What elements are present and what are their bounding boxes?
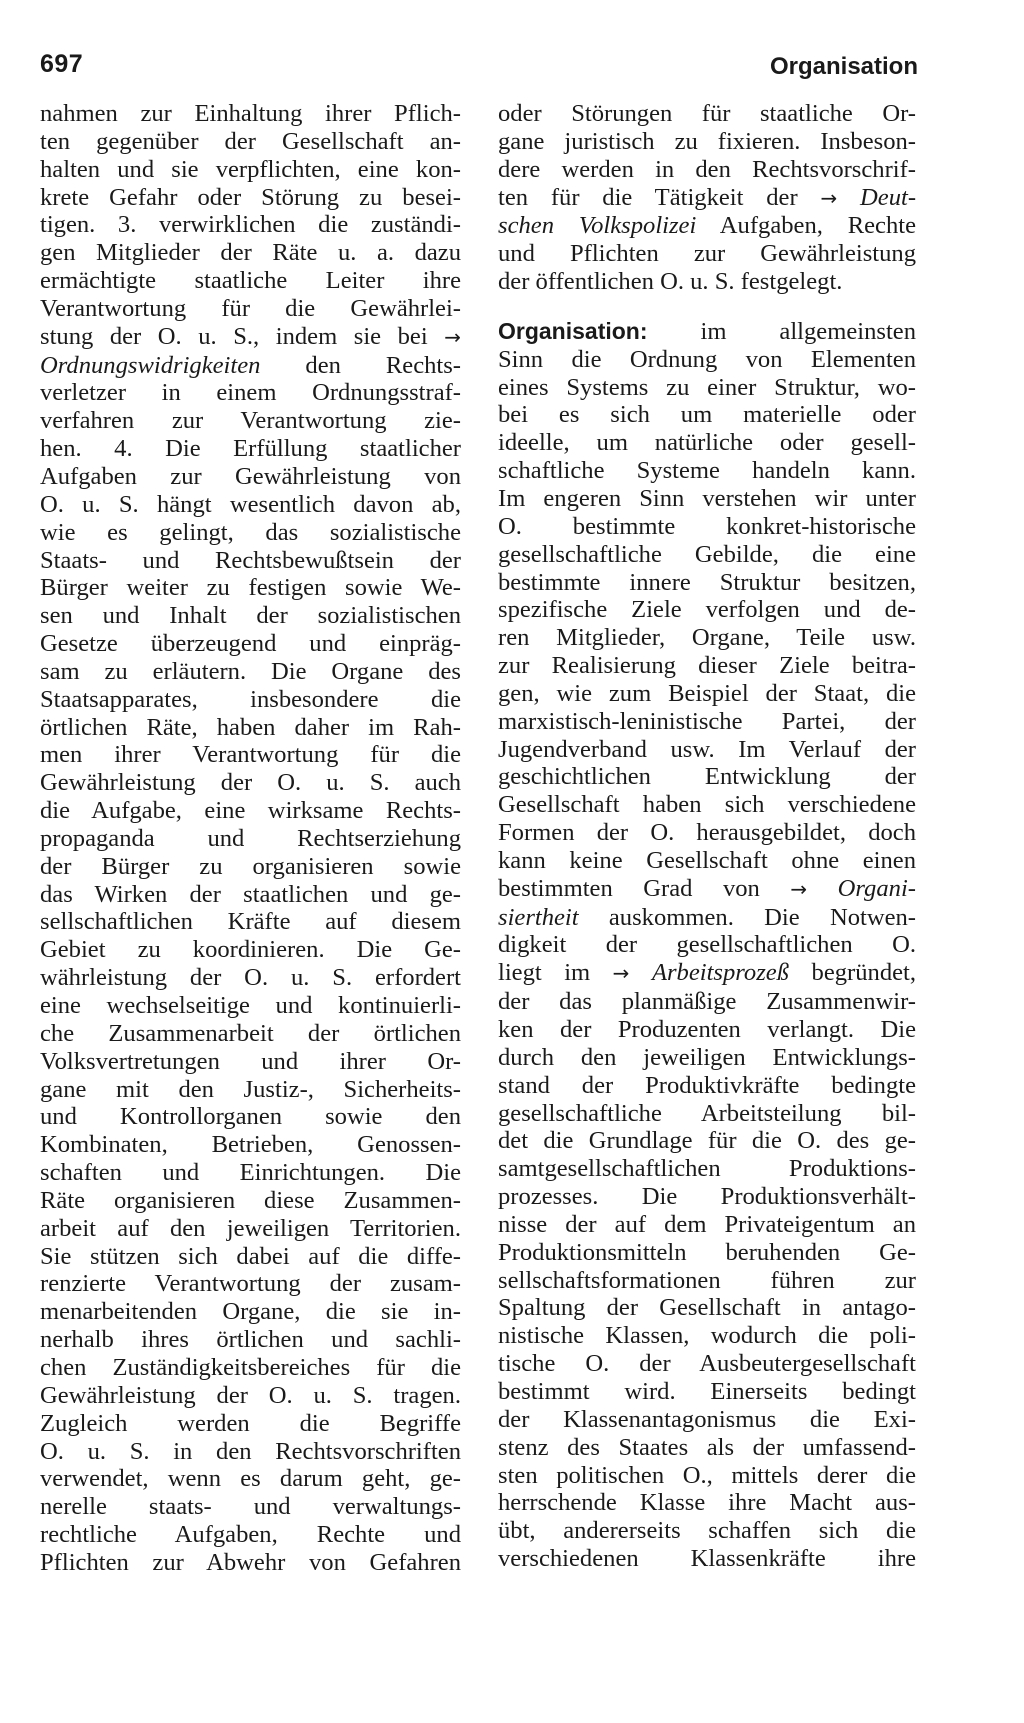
text-line: eine wechselseitige und kontinuierli-: [40, 992, 461, 1019]
text-line: verschiedenen Klassenkräfte ihre: [498, 1545, 916, 1573]
text-line: schaften und Einrichtungen. Die: [40, 1159, 461, 1187]
text-line: [498, 184, 916, 213]
text-line: Gesellschaft haben sich verschiedene: [498, 791, 916, 819]
text-line: sam zu erläutern. Die Organe des: [40, 657, 461, 685]
text-line: che Zusammenarbeit der örtlichen: [40, 1019, 461, 1047]
text-line: wie es gelingt, das sozialistische: [40, 518, 461, 546]
left-column: [40, 100, 461, 1577]
text-line: verwendet, wenn es darum geht, ge-: [40, 1465, 461, 1493]
cross-reference-arrow-icon: →: [612, 961, 630, 986]
text-line: halten und sie verpflichten, eine kon-: [40, 155, 461, 183]
text-line: gane mit den Justiz-, Sicherheits-: [40, 1075, 461, 1103]
right-column: [498, 100, 916, 1573]
text-line: sten politischen O., mittels derer die: [498, 1461, 916, 1489]
text-line: gen, wie zum Beispiel der Staat, die: [498, 679, 916, 707]
text-line: tische O. der Ausbeutergesellschaft: [498, 1350, 916, 1378]
text-line: sen und Inhalt der sozialistischen: [40, 602, 461, 630]
text-line: durch den jeweiligen Entwicklungs-: [498, 1043, 916, 1071]
text-line: ren Mitglieder, Organe, Teile usw.: [498, 624, 916, 652]
text-line: prozesses. Die Produktionsverhält-: [498, 1183, 916, 1211]
text-line: verfahren zur Verantwortung zie-: [40, 407, 461, 435]
cross-reference-link[interactable]: schen Volkspolizei: [498, 212, 697, 240]
text-line: oder Störungen für staatliche Or-: [498, 100, 916, 127]
text-line: übt, andererseits schaffen sich die: [498, 1517, 916, 1545]
text-line: Sie stützen sich dabei auf die diffe-: [40, 1242, 461, 1270]
text-line: bei es sich um materielle oder: [498, 401, 916, 429]
text-line: chen Zuständigkeitsbereiches für die: [40, 1353, 461, 1381]
text-line: O. u. S. hängt wesentlich davon ab,: [40, 490, 461, 518]
text-line: Staatsapparates, insbesondere die: [40, 685, 461, 713]
text-line: Bürger weiter zu festigen sowie We-: [40, 574, 461, 602]
text-line: nistische Klassen, wodurch die poli-: [498, 1322, 916, 1350]
text-line: Verantwortung für die Gewährlei-: [40, 294, 461, 322]
text-line: Staats- und Rechtsbewußtsein der: [40, 546, 461, 574]
text-fragment: Aufgaben, Rechte: [696, 212, 916, 240]
text-fragment: im allgemeinsten: [700, 317, 916, 345]
text-line: sellschaftlichen Kräfte auf diesem: [40, 908, 461, 936]
text-line: nerhalb ihres örtlichen und sachli-: [40, 1326, 461, 1354]
text-fragment: ten für die Tätigkeit der: [498, 183, 798, 211]
text-line: der Bürger zu organisieren sowie: [40, 852, 461, 880]
text-line: gesellschaftliche Gebilde, die eine: [498, 540, 916, 568]
text-line: herrschende Klasse ihre Macht aus-: [498, 1489, 916, 1517]
running-head: Organisation: [769, 53, 918, 80]
text-fragment: liegt im: [498, 959, 591, 987]
text-line: Gebiet zu koordinieren. Die Ge-: [40, 936, 461, 964]
text-line: zur Realisierung dieser Ziele beitra-: [498, 652, 916, 680]
text-line: Formen der O. herausgebildet, doch: [498, 819, 916, 847]
text-line: und Kontrollorganen sowie den: [40, 1103, 461, 1131]
entry-separator: [498, 296, 916, 318]
text-line: [40, 352, 461, 380]
cross-reference-arrow-icon: →: [820, 185, 838, 210]
text-line: Räte organisieren diese Zusammen-: [40, 1186, 461, 1214]
text-line: schaftliche Systeme handeln kann.: [498, 457, 916, 485]
cross-reference-link[interactable]: Ordnungswidrigkeiten: [40, 351, 261, 379]
text-fragment: den Rechts-: [260, 351, 461, 379]
text-line: bestimmt wird. Einerseits bedingt: [498, 1377, 916, 1405]
text-line: O. bestimmte konkret-historische: [498, 512, 916, 540]
text-line: [498, 904, 916, 932]
text-line: O. u. S. in den Rechtsvorschriften: [40, 1437, 461, 1465]
text-line: ideelle, um natürliche oder gesell-: [498, 429, 916, 457]
text-line: Jugendverband usw. Im Verlauf der: [498, 735, 916, 763]
text-line: det die Grundlage für die O. des ge-: [498, 1127, 916, 1155]
text-fragment: auskommen. Die Notwen-: [578, 903, 916, 931]
text-line: rechtliche Aufgaben, Rechte und: [40, 1521, 461, 1549]
text-line: örtlichen Räte, haben daher im Rah-: [40, 713, 461, 741]
text-line: die Aufgabe, eine wirksame Rechts-: [40, 797, 461, 825]
text-line: der das planmäßige Zusammenwir-: [498, 988, 916, 1016]
text-line: ermächtigte staatliche Leiter ihre: [40, 267, 461, 295]
text-line: [498, 212, 916, 240]
text-line: Volksvertretungen und ihrer Or-: [40, 1047, 461, 1075]
text-line: bestimmte innere Struktur besitzen,: [498, 568, 916, 596]
entry-keyword: Organisation:: [498, 317, 648, 344]
text-line: samtgesellschaftlichen Produktions-: [498, 1155, 916, 1183]
text-line: ken der Produzenten verlangt. Die: [498, 1016, 916, 1043]
text-line: der Klassenantagonismus die Exi-: [498, 1405, 916, 1433]
text-line: men ihrer Verantwortung für die: [40, 741, 461, 769]
cross-reference-link[interactable]: Deut-: [860, 183, 917, 211]
entry-heading-line: [498, 318, 916, 346]
text-line: Gewährleistung der O. u. S. auch: [40, 769, 461, 797]
text-line: renzierte Verantwortung der zusam-: [40, 1270, 461, 1298]
text-line: Pflichten zur Abwehr von Gefahren: [40, 1548, 461, 1576]
cross-reference-arrow-icon: →: [790, 876, 808, 901]
text-line: Zugleich werden die Begriffe: [40, 1409, 461, 1437]
text-line: Sinn die Ordnung von Elementen: [498, 345, 916, 373]
text-line: gen Mitglieder der Räte u. a. dazu: [40, 239, 461, 267]
text-line: Gewährleistung der O. u. S. tragen.: [40, 1381, 461, 1409]
text-fragment: begründet,: [789, 959, 917, 987]
text-line: eines Systems zu einer Struktur, wo-: [498, 373, 916, 401]
text-line: sellschaftsformationen führen zur: [498, 1266, 916, 1294]
text-fragment: bestimmten Grad von: [498, 874, 760, 902]
text-line: Im engeren Sinn verstehen wir unter: [498, 484, 916, 512]
text-line: währleistung der O. u. S. erfordert: [40, 964, 461, 992]
text-line: und Pflichten zur Gewährleistung: [498, 240, 916, 268]
text-line: [40, 323, 461, 352]
text-line: nisse der auf dem Privateigentum an: [498, 1210, 916, 1238]
text-line: gane juristisch zu fixieren. Insbeson-: [498, 127, 916, 155]
text-line: tigen. 3. verwirklichen die zuständi-: [40, 211, 461, 239]
text-line: digkeit der gesellschaftlichen O.: [498, 931, 916, 959]
text-line: Kombinaten, Betrieben, Genossen-: [40, 1131, 461, 1159]
text-line: Aufgaben zur Gewährleistung von: [40, 462, 461, 490]
text-line: Gesetze überzeugend und einpräg-: [40, 630, 461, 658]
text-line: ten gegenüber der Gesellschaft an-: [40, 127, 461, 155]
cross-reference-arrow-icon: →: [444, 324, 461, 349]
text-line: Spaltung der Gesellschaft in antago-: [498, 1294, 916, 1322]
text-line: menarbeitenden Organe, die sie in-: [40, 1298, 461, 1326]
text-line: der öffentlichen O. u. S. festgelegt.: [498, 268, 843, 296]
text-line: stenz des Staates als der umfassend-: [498, 1433, 916, 1461]
text-line: geschichtlichen Entwicklung der: [498, 763, 916, 791]
text-line: hen. 4. Die Erfüllung staatlicher: [40, 435, 461, 463]
text-line: [498, 959, 916, 988]
text-line: nerelle staats- und verwaltungs-: [40, 1493, 461, 1521]
text-line: propaganda und Rechtserziehung: [40, 824, 461, 852]
text-line: Produktionsmitteln beruhenden Ge-: [498, 1238, 916, 1266]
text-line: das Wirken der staatlichen und ge-: [40, 880, 461, 908]
text-line: marxistisch-leninistische Partei, der: [498, 707, 916, 735]
page-number: 697: [40, 50, 84, 78]
text-line: gesellschaftliche Arbeitsteilung bil-: [498, 1099, 916, 1127]
cross-reference-link[interactable]: Organi-: [837, 874, 916, 902]
text-line: verletzer in einem Ordnungsstraf-: [40, 379, 461, 407]
text-line: kann keine Gesellschaft ohne einen: [498, 846, 916, 874]
text-fragment: stung der O. u. S., indem sie bei: [40, 322, 428, 350]
text-line: arbeit auf den jeweiligen Territorien.: [40, 1214, 461, 1242]
cross-reference-link[interactable]: Arbeitsprozeß: [651, 959, 790, 987]
text-line: nahmen zur Einhaltung ihrer Pflich-: [40, 100, 461, 127]
text-line: dere werden in den Rechtsvorschrif-: [498, 155, 916, 183]
text-line: [498, 875, 916, 904]
text-line: krete Gefahr oder Störung zu besei-: [40, 183, 461, 211]
text-line: stand der Produktivkräfte bedingte: [498, 1071, 916, 1099]
text-line: spezifische Ziele verfolgen und de-: [498, 596, 916, 624]
cross-reference-link[interactable]: siertheit: [498, 903, 579, 931]
